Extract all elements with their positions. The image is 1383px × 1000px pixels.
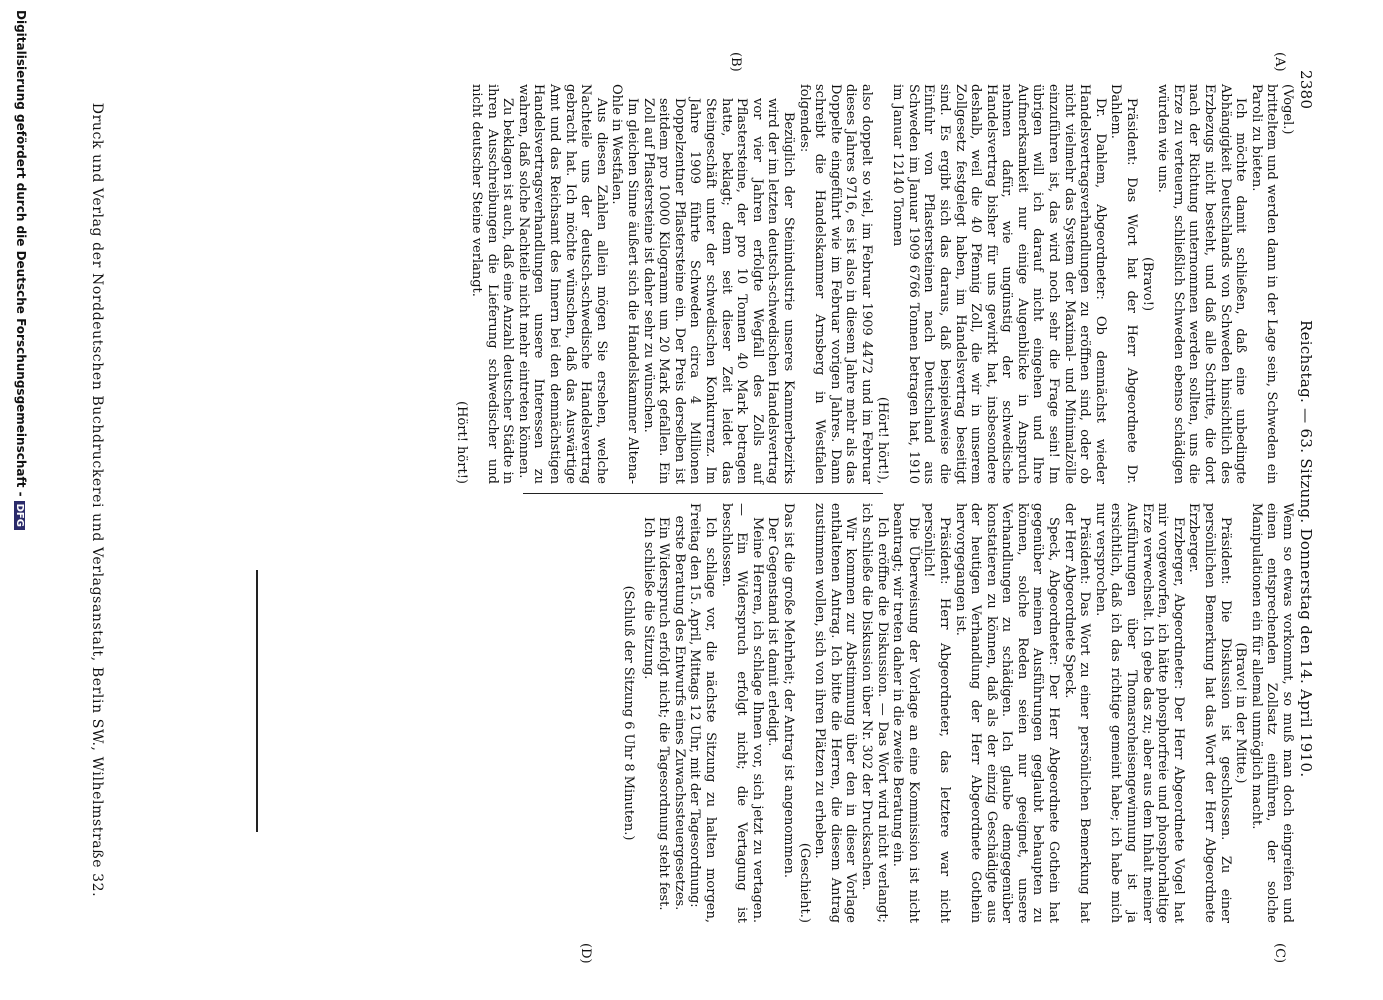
paragraph: Speck, Abgeordneter: Der Herr Abgeordnete Gothein hat gegenüber meinen Ausführungen geglaubt behaupten zu können, solche Reden seien nur geeignet, unsere Verhandlungen zu schädigen. Ich glaube demgegenüber konstatieren zu können, daß als der einzig Geschädigte aus der heutigen Verhandlung der Herr Abgeordnete Gothein hervorgegangen ist. <box>952 503 1062 923</box>
digitization-text: Digitalisierung gefördert durch die Deutsche Forschungsgemeinschaft - <box>14 10 28 497</box>
running-title: Reichstag. — 63. Sitzung. Donnerstag den 14. April 1910. <box>1297 320 1315 778</box>
paragraph: Der Gegenstand ist damit erledigt. <box>765 517 781 747</box>
paragraph: Ich schließe die Sitzung. <box>640 517 656 680</box>
paragraph: Aus diesen Zahlen allein mögen Sie ersehen, welche Nachteile uns der deutsch-schwedische Handelsvertrag gebracht hat. Ich möchte wünschen, daß das Auswärtige Amt und das Reichsamt des Innern bei den demnächstigen Handelsvertragsverhandlungen unsere Interessen zu wahren, daß solche Nachteile nicht mehr eintreten können. <box>515 84 609 484</box>
speaker-tag: (Vogel.) <box>1280 84 1295 135</box>
interjection: (Bravo!) <box>1139 256 1155 312</box>
agenda-item: erste Beratung des Entwurfs eines Zuwachssteuergesetzes. <box>671 515 687 911</box>
printer-imprint: Druck und Verlag der Norddeutschen Buchdruckerei und Verlagsanstalt, Berlin SW., Wilhelmstraße 32. <box>89 102 105 898</box>
paragraph: Wenn so etwas vorkommt, so muß man doch eingreifen und einen entsprechenden Zollsatz einführen, der solche Manipulationen ein für allemal unmöglich macht. <box>1248 503 1295 923</box>
paragraph: Im gleichen Sinne äußert sich die Handelskammer Altena-Ohle in Westfalen. <box>609 84 641 485</box>
interjection: (Hört! hört!) <box>453 401 469 484</box>
paragraph: Präsident: Das Wort hat der Herr Abgeordnete Dr. Dahlem. <box>1108 84 1140 484</box>
dfg-logo: DFG <box>14 501 25 530</box>
paragraph: Wir kommen zur Abstimmung über den in dieser Vorlage enthaltenen Antrag. Ich bitte die Herren, die diesem Antrag zustimmen wollen, sich von ihren Plätzen zu erheben. <box>812 503 859 923</box>
left-column <box>453 84 1295 484</box>
paragraph: Ich eröffne die Diskussion. — Das Wort wird nicht verlangt; ich schließe die Diskussion über Nr. 302 der Drucksachen. <box>858 503 890 923</box>
paragraph: Dr. Dahlem, Abgeordneter: Ob demnächst wieder Handelsvertragsverhandlungen zu eröffnen sind, oder ob nicht vielmehr das System der Maximal- und Minimalzölle einzuführen ist, das wird noch sehr die Frage sein! Im übrigen will ich darauf nicht eingehen und Ihre Aufmerksamkeit nur einige Augenblicke in Anspruch nehmen dafür, wie ungünstig der schwedische Handelsvertrag bisher für uns gewirkt hat, insbesondere deshalb, weil die 40 Pfennig Zoll, die wir in unserem Zollgesetz festgelegt haben, im Handelsvertrag beseitigt sind. Es ergibt sich das daraus, daß beispielsweise die Einfuhr von Pflastersteinen nach Deutschland aus Schweden im Januar 1909 6766 Tonnen betragen hat, 1910 im Januar 12140 Tonnen <box>890 84 1108 484</box>
paragraph: Zu beklagen ist auch, daß eine Anzahl deutscher Städte in ihren Ausschreibungen die Lieferung schwedischer und nicht deutscher Steine verlangt. <box>469 84 516 484</box>
paragraph: britteltem und werden dann in der Lage sein, Schweden ein Paroli zu bieten. <box>1248 84 1280 484</box>
paragraph: Präsident: Die Diskussion ist geschlossen. Zu einer persönlichen Bemerkung hat das Wort der Herr Abgeordnete Erzberger. <box>1186 503 1233 923</box>
paragraph: Ich möchte damit schließen, daß eine unbedingte Abhängigkeit Deutschlands von Schweden hinsichtlich des Erzbezugs nicht besteht, und daß alle Schritte, die dort nach der Richtung unternommen werden sollten, uns die Erze zu verteuern, schließlich Schweden ebenso schädigen würden wie uns. <box>1155 84 1249 484</box>
column-rule <box>523 493 883 494</box>
paragraph: Präsident: Das Wort zu einer persönlichen Bemerkung hat der Herr Abgeordnete Speck. <box>1061 503 1093 923</box>
paragraph: also doppelt so viel, im Februar 1909 4472 und im Februar dieses Jahres 9716, es ist also in diesem Jahre mehr als das Doppelte eingeführt wie im Februar vorigen Jahres. Dann schreibt die Handelskammer Arnsberg in Westfalen folgendes: <box>796 84 874 484</box>
margin-marker-a: (A) <box>1272 52 1287 72</box>
end-rule <box>256 570 258 832</box>
paragraph: Meine Herren, ich schlage Ihnen vor, sich jetzt zu vertagen. — Ein Widerspruch erfolgt nicht; die Vertagung ist beschlossen. <box>718 503 765 923</box>
margin-marker-c: (C) <box>1272 943 1287 964</box>
digitization-note <box>14 10 28 1000</box>
paragraph: Ein Widerspruch erfolgt nicht; die Tagesordnung steht fest. <box>656 517 672 911</box>
interjection: (Hört! hört!), <box>874 396 890 484</box>
quotation: Bezüglich der Steinindustrie unseres Kammerbezirks wird der im letzten deutsch-schwedischen Handelsvertrag vor vier Jahren erfolgte Wegfall des Zolls auf Pflastersteine, der pro 10 Tonnen 40 Mark betragen hatte, beklagt; denn seit dieser Zeit leidet das Steingeschäft unter der schwedischen Konkurrenz. Im Jahre 1909 führte Schweden circa 4 Millionen Doppelzentner Pflastersteine ein. Der Preis derselben ist seitdem pro 10000 Kilogramm um 20 Mark gefallen. Ein Zoll auf Pflastersteine ist daher sehr zu wünschen. <box>640 98 796 484</box>
paragraph: Ich schlage vor, die nächste Sitzung zu halten morgen, Freitag den 15. April, Mittags 12 Uhr, mit der Tagesordnung: <box>687 503 719 923</box>
paragraph: Die Überweisung der Vorlage an eine Kommission ist nicht beantragt; wir treten daher in die zweite Beratung ein. <box>890 503 921 923</box>
margin-marker-d: (D) <box>578 943 593 964</box>
interjection: (Bravo! in der Mitte.) <box>1233 642 1249 784</box>
right-column <box>620 503 1295 923</box>
paragraph: Präsident: Herr Abgeordneter, das letztere war nicht persönlich! <box>921 503 952 923</box>
margin-marker-b: (B) <box>728 52 743 72</box>
paragraph: Erzberger, Abgeordneter: Der Herr Abgeordnete Vogel hat mir vorgeworfen, ich hätte phosphorfreie und phosphorhaltige Erze verwechselt. Ich gebe das zu; aber aus dem Inhalt meiner Ausführungen über Thomasroheisengewinnung ist ja ersichtlich, daß ich das richtige gemeint habe; ich habe mich nur versprochen. <box>1092 503 1186 923</box>
session-closing: (Schluß der Sitzung 6 Uhr 8 Minuten.) <box>621 585 637 841</box>
paragraph: Das ist die große Mehrheit; der Antrag ist angenommen. <box>781 503 796 879</box>
interjection: (Geschieht.) <box>796 842 812 923</box>
page-number: 2380 <box>1297 70 1315 110</box>
